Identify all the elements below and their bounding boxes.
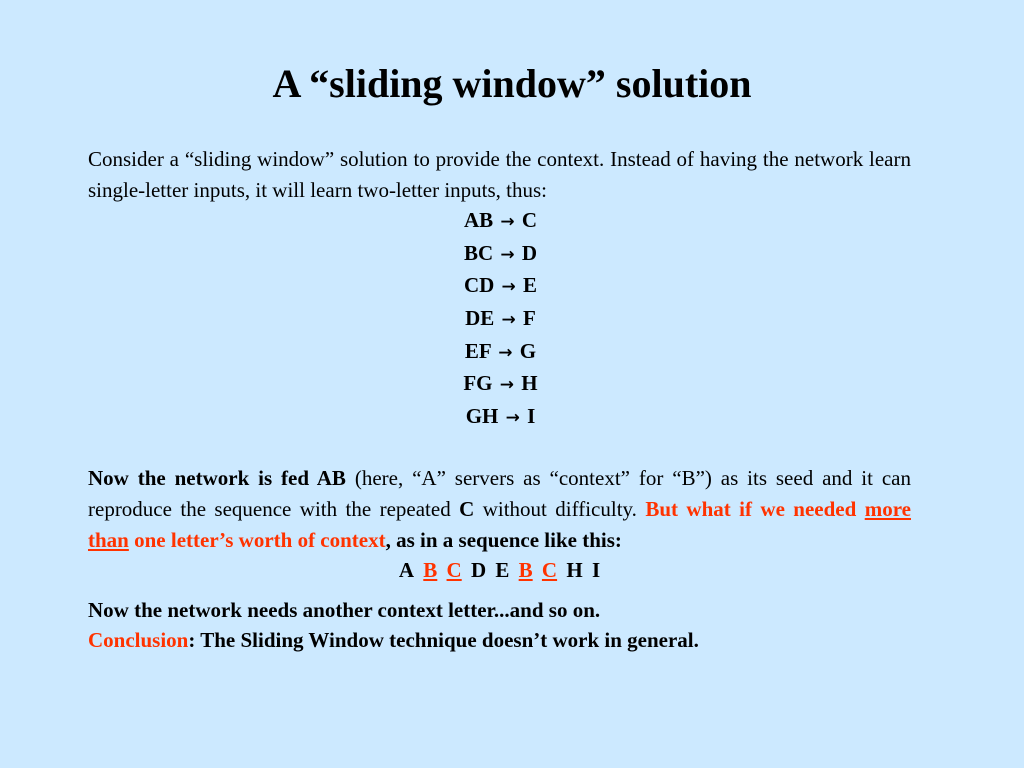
fed-bold-c: C bbox=[459, 496, 475, 521]
mapping-row bbox=[90, 368, 911, 401]
fed-bold-lead: Now the network is fed AB bbox=[88, 466, 346, 491]
slide-title: A “sliding window” solution bbox=[272, 61, 752, 106]
mapping-row bbox=[90, 401, 911, 434]
mapping-input: FG bbox=[463, 371, 493, 396]
fed-normal-text-1: (here, “A” servers as “context” for “B”) as its seed and it can reproduce the sequence with the repeated bbox=[88, 466, 911, 521]
mapping-list bbox=[88, 205, 911, 433]
right-arrow-icon: → bbox=[500, 212, 515, 233]
conclusion-line bbox=[88, 625, 911, 656]
mapping-input: BC bbox=[463, 240, 494, 265]
mapping-input: DE bbox=[465, 305, 495, 330]
sequence-letter: D bbox=[470, 558, 487, 583]
slide-body bbox=[88, 144, 911, 656]
blank-line bbox=[88, 433, 911, 463]
right-arrow-icon: → bbox=[501, 277, 516, 298]
sequence-letter: A bbox=[398, 558, 415, 583]
mapping-row bbox=[90, 270, 911, 303]
sequence-letter-highlighted: B bbox=[518, 558, 533, 583]
fed-bold-tail: , as in a sequence like this: bbox=[385, 527, 622, 552]
intro-paragraph: Consider a “sliding window” solution to provide the context. Instead of having the network learn single-letter inputs, it will learn two-letter inputs, thus: bbox=[88, 147, 911, 202]
conclusion-text: : The Sliding Window technique doesn’t work in general. bbox=[188, 628, 699, 653]
fed-red-underlined: more than bbox=[88, 496, 911, 552]
fed-paragraph bbox=[88, 463, 911, 555]
mapping-output: C bbox=[521, 208, 538, 233]
mapping-output: E bbox=[523, 273, 538, 298]
mapping-output: G bbox=[519, 338, 537, 363]
right-arrow-icon: → bbox=[505, 407, 520, 428]
right-arrow-icon: → bbox=[501, 309, 516, 330]
paragraph-gap bbox=[88, 586, 911, 595]
mapping-row bbox=[90, 303, 911, 336]
mapping-output: D bbox=[521, 240, 538, 265]
sequence-letter-highlighted: C bbox=[541, 558, 558, 583]
right-arrow-icon: → bbox=[500, 244, 515, 265]
fed-normal-text-2: without difficulty. bbox=[474, 496, 646, 521]
letter-sequence bbox=[88, 555, 911, 586]
mapping-row bbox=[90, 336, 911, 369]
mapping-input: GH bbox=[465, 403, 499, 428]
right-arrow-icon: → bbox=[498, 342, 513, 363]
fed-red-text-2: one letter’s worth of context bbox=[128, 527, 386, 552]
mapping-output: I bbox=[527, 403, 536, 428]
next-step-line: Now the network needs another context letter...and so on. bbox=[88, 597, 601, 622]
conclusion-label: Conclusion bbox=[88, 628, 189, 653]
mapping-input: CD bbox=[463, 273, 495, 298]
right-arrow-icon: → bbox=[499, 375, 515, 396]
mapping-input: AB bbox=[463, 208, 494, 233]
sequence-letter: H bbox=[566, 558, 583, 583]
mapping-output: H bbox=[521, 371, 538, 396]
sequence-letter: I bbox=[591, 558, 601, 583]
sequence-letter-highlighted: B bbox=[423, 558, 438, 583]
mapping-row bbox=[90, 238, 911, 271]
mapping-row bbox=[90, 205, 911, 238]
mapping-output: F bbox=[523, 305, 536, 330]
mapping-input: EF bbox=[464, 338, 491, 363]
fed-red-text-1: But what if we needed bbox=[645, 496, 865, 521]
sequence-letter-highlighted: C bbox=[446, 558, 462, 583]
sequence-letter: E bbox=[495, 558, 510, 583]
